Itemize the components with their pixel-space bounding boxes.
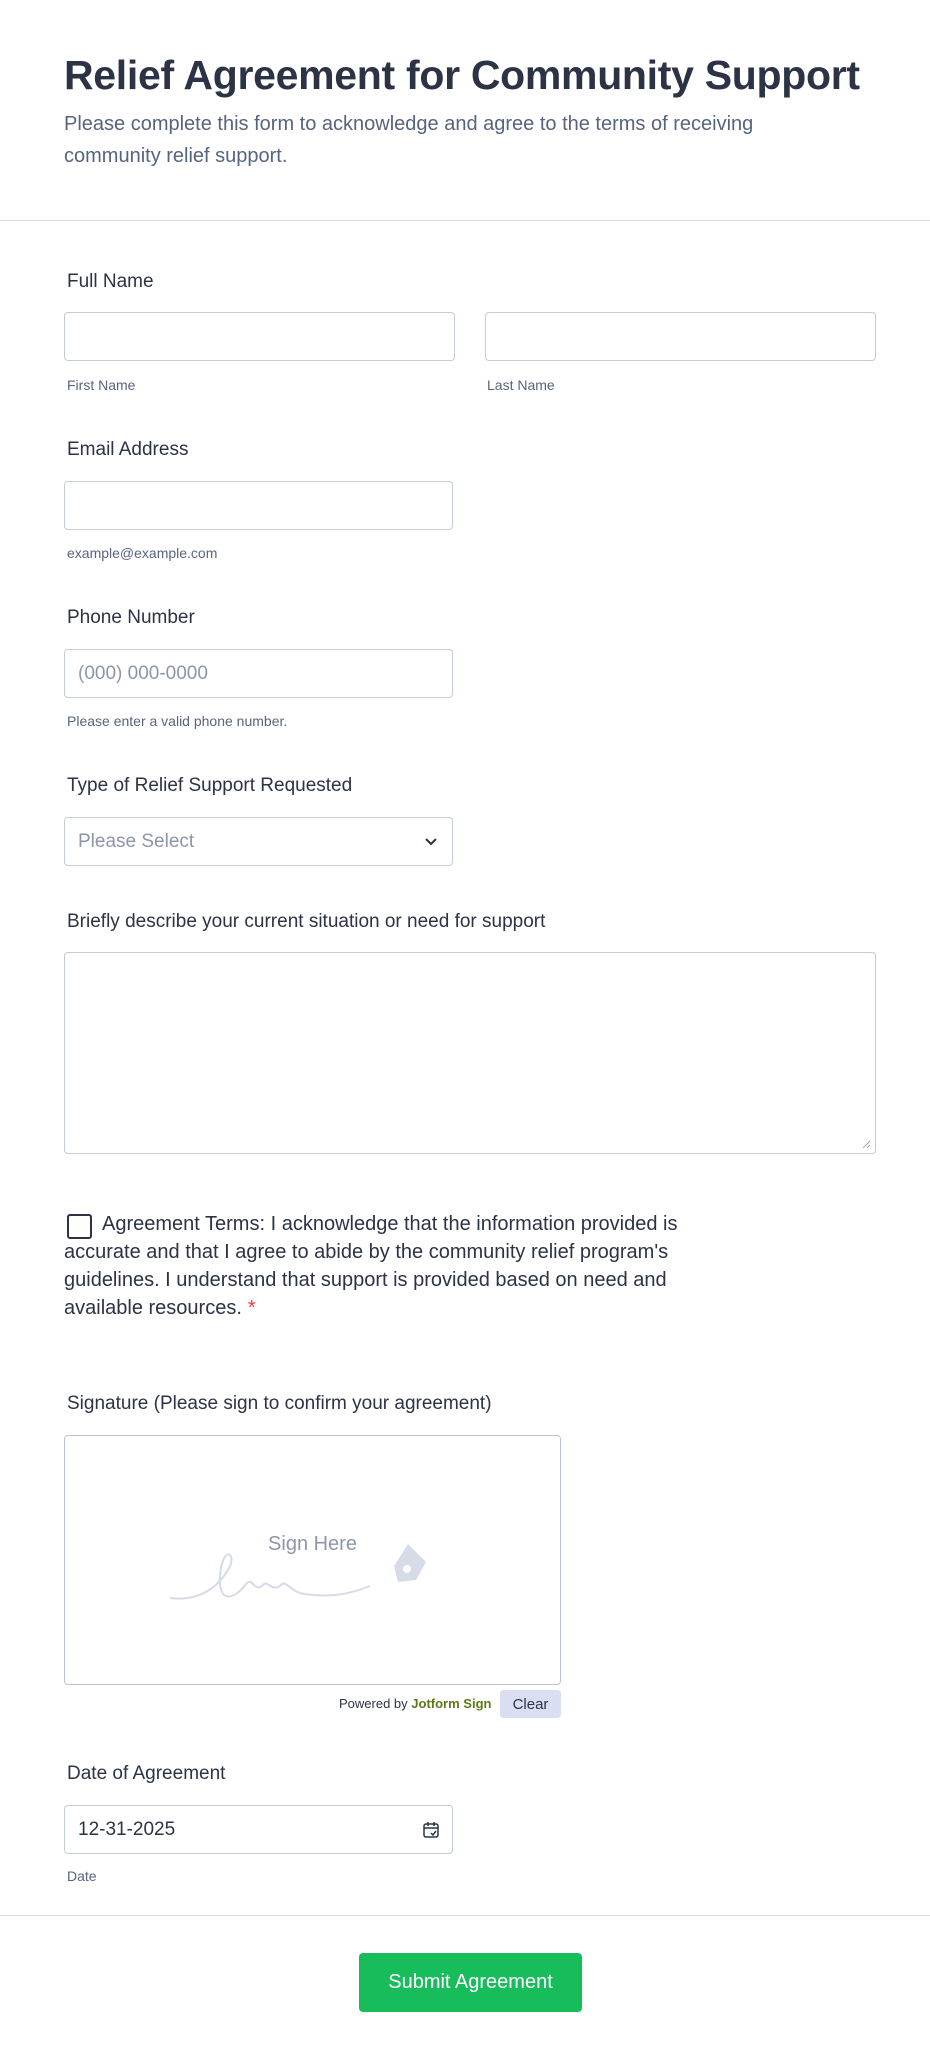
agreement-terms xyxy=(64,1210,734,1322)
phone-input[interactable] xyxy=(64,649,453,698)
description-textarea[interactable] xyxy=(64,952,876,1154)
relief-type-selected: Please Select xyxy=(78,830,195,852)
footer-divider xyxy=(0,1915,930,1916)
date-label: Date of Agreement xyxy=(67,1763,226,1784)
date-sublabel: Date xyxy=(67,1868,97,1884)
last-name-input[interactable] xyxy=(485,312,876,361)
description-label: Briefly describe your current situation or need for support xyxy=(67,911,546,932)
sign-here-placeholder: Sign Here xyxy=(268,1533,357,1555)
date-value: 12-31-2025 xyxy=(78,1818,176,1840)
email-input[interactable] xyxy=(64,481,453,530)
signature-label: Signature (Please sign to confirm your agreement) xyxy=(67,1393,492,1414)
relief-type-select[interactable] xyxy=(64,817,453,866)
phone-placeholder: (000) 000-0000 xyxy=(78,662,208,684)
signature-scribble-icon xyxy=(170,1536,450,1606)
first-name-input[interactable] xyxy=(64,312,455,361)
required-mark: * xyxy=(247,1297,256,1319)
page-title: Relief Agreement for Community Support xyxy=(64,52,860,98)
resize-handle-icon[interactable] xyxy=(862,1140,871,1149)
clear-signature-button[interactable]: Clear xyxy=(500,1690,561,1718)
chevron-down-icon xyxy=(422,832,440,850)
calendar-icon[interactable] xyxy=(422,1821,440,1839)
email-sublabel: example@example.com xyxy=(67,545,218,561)
relief-type-label: Type of Relief Support Requested xyxy=(67,775,353,796)
full-name-label: Full Name xyxy=(67,271,154,292)
last-name-sublabel: Last Name xyxy=(487,377,555,393)
email-label: Email Address xyxy=(67,439,189,460)
header-divider xyxy=(0,220,930,221)
agreement-text: Agreement Terms: I acknowledge that the information provided is accurate and that I agree to abide by the community relief program's guidelines. I understand that support is provided based on need and available resources. xyxy=(64,1213,678,1319)
phone-sublabel: Please enter a valid phone number. xyxy=(67,713,288,729)
date-input[interactable] xyxy=(64,1805,453,1854)
signature-pad[interactable] xyxy=(64,1435,561,1685)
phone-label: Phone Number xyxy=(67,607,195,628)
submit-button[interactable]: Submit Agreement xyxy=(359,1953,582,2012)
page-subtitle: Please complete this form to acknowledge and agree to the terms of receiving community relief support. xyxy=(64,113,754,167)
first-name-sublabel: First Name xyxy=(67,377,136,393)
powered-by: Powered by Jotform Sign xyxy=(339,1696,492,1711)
jotform-sign-brand[interactable]: Jotform Sign xyxy=(411,1696,492,1711)
